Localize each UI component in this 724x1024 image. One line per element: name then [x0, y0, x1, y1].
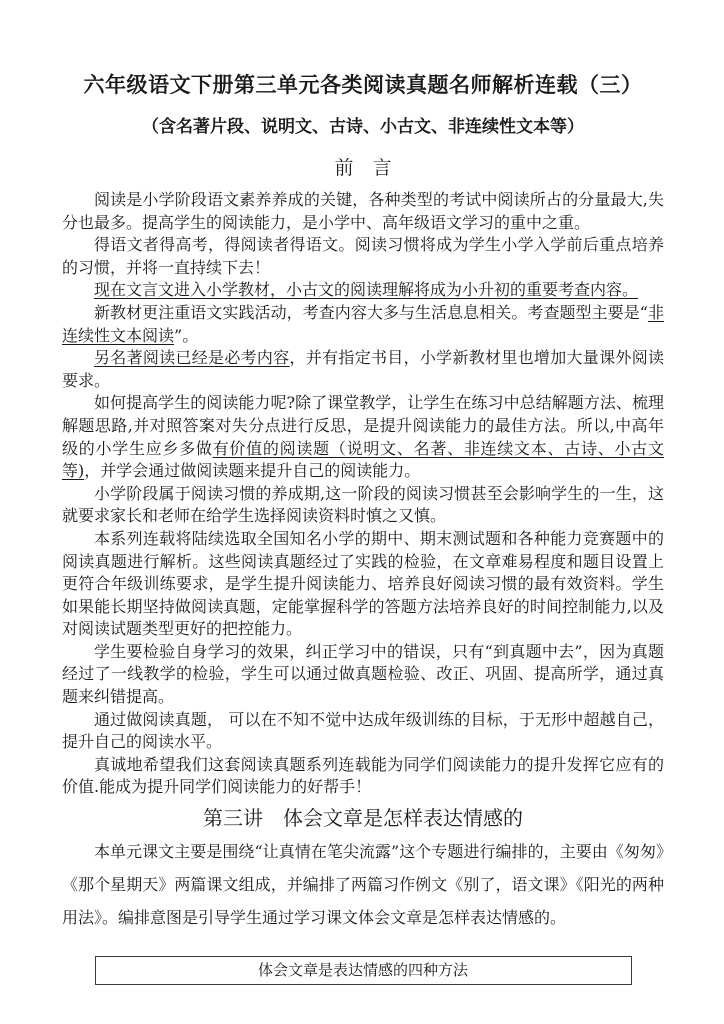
paragraph — [62, 279, 664, 302]
text-run: 本单元课文主要是围绕“让真情在笔尖流露”这个专题进行编排的，主要由《匆匆》《那个星期天》两篇课文组成，并编排了两篇习作例文《别了，语文课》《阳光的两种用法》。编排意图是引导学生通过学习课文体会文章是怎样表达情感的。 — [62, 842, 664, 928]
method-box-label: 体会文章是表达情感的四种方法 — [257, 961, 468, 980]
underlined-text: 有价值的阅读题（说明文、名著、非连续文本、古诗、小古文等) — [62, 438, 664, 481]
text-run: ，并有指定书目，小学新教材里也增加大量课外阅读要求。 — [62, 348, 664, 390]
underlined-text: 另名著阅读已经是必考内容 — [94, 348, 290, 368]
paragraph — [62, 302, 664, 347]
underlined-text: 现在文言文进入小学教材，小古文的阅读理解将成为小升初的重要考查内容。 — [94, 280, 639, 300]
paragraph — [62, 483, 664, 528]
paragraph — [62, 347, 664, 392]
text-run: ”。 — [174, 325, 199, 345]
preface-heading: 前 言 — [334, 157, 392, 179]
paragraph — [62, 234, 664, 279]
text-run: 如何提高学生的阅读能力呢?除了课堂教学，让学生在练习中总结解题方法、梳理解题思路,并对照答案对失分点进行反思，是提升阅读能力的最佳方法。所以,中高年级的小学生应乡多做 — [62, 393, 664, 458]
document-subtitle: （含名著片段、说明文、古诗、小古文、非连续性文本等） — [142, 117, 584, 137]
text-run: 真诚地希望我们这套阅读真题系列连载能为同学们阅读能力的提升发挥它应有的价值.能成为提升同学们阅读能力的好帮手！ — [62, 754, 664, 797]
text-run: 得语文者得高考，得阅读者得语文。阅读习惯将成为学生小学入学前后重点培养的习惯，并将一直持续下去！ — [62, 235, 664, 277]
paragraph — [62, 528, 664, 641]
section-heading: 第三讲 体会文章是怎样表达情感的 — [203, 806, 523, 831]
paragraph — [62, 189, 664, 234]
paragraph — [62, 641, 664, 709]
paragraph — [62, 709, 664, 754]
text-run: 通过做阅读真题， 可以在不知不觉中达成年级训练的目标，于无形中超越自己，提升自己的阅读水平。 — [62, 709, 664, 752]
underlined-text: 非连续性文本阅读 — [62, 302, 664, 345]
paragraph — [62, 835, 664, 934]
document-title: 六年级语文下册第三单元各类阅读真题名师解析连载（三） — [83, 73, 643, 97]
paragraph — [62, 754, 664, 799]
text-run: 阅读是小学阶段语文素养养成的关键，各种类型的考试中阅读所占的分量最大,失分也最多。提高学生的阅读能力，是小学中、高年级语文学习的重中之重。 — [62, 190, 664, 232]
text-run: 学生要检验自身学习的效果，纠正学习中的错误，只有“到真题中去”，因为真题经过了一线教学的检验，学生可以通过做真题检验、改正、巩固、提高所学，通过真题来纠错提高。 — [62, 641, 664, 707]
method-box — [95, 956, 632, 985]
paragraph — [62, 392, 664, 482]
text-run: 新教材更注重语文实践活动，考查内容大多与生活息息相关。考查题型主要是“ — [94, 302, 648, 322]
section-paragraphs — [62, 835, 664, 934]
text-run: 本系列连载将陆续选取全国知名小学的期中、期末测试题和各种能力竞赛题中的阅读真题进行解析。这些阅读真题经过了实践的检验，在文章难易程度和题目设置上更符合年级训练要求，是学生提升阅读能力、培养良好阅读习惯的最有效资料。学生如果能长期坚持做阅读真题，定能掌握科学的答题方法培养良好的时间控制能力,以及对阅读试题类型更好的把控能力。 — [62, 528, 664, 639]
text-run: ，并学会通过做阅读题来提升自己的阅读能力。 — [84, 461, 421, 481]
text-run: 小学阶段属于阅读习惯的养成期,这一阶段的阅读习惯甚至会影响学生的一生，这就要求家长和老师在给学生选择阅读资料时慎之又慎。 — [62, 483, 664, 526]
preface-paragraphs — [62, 189, 664, 799]
